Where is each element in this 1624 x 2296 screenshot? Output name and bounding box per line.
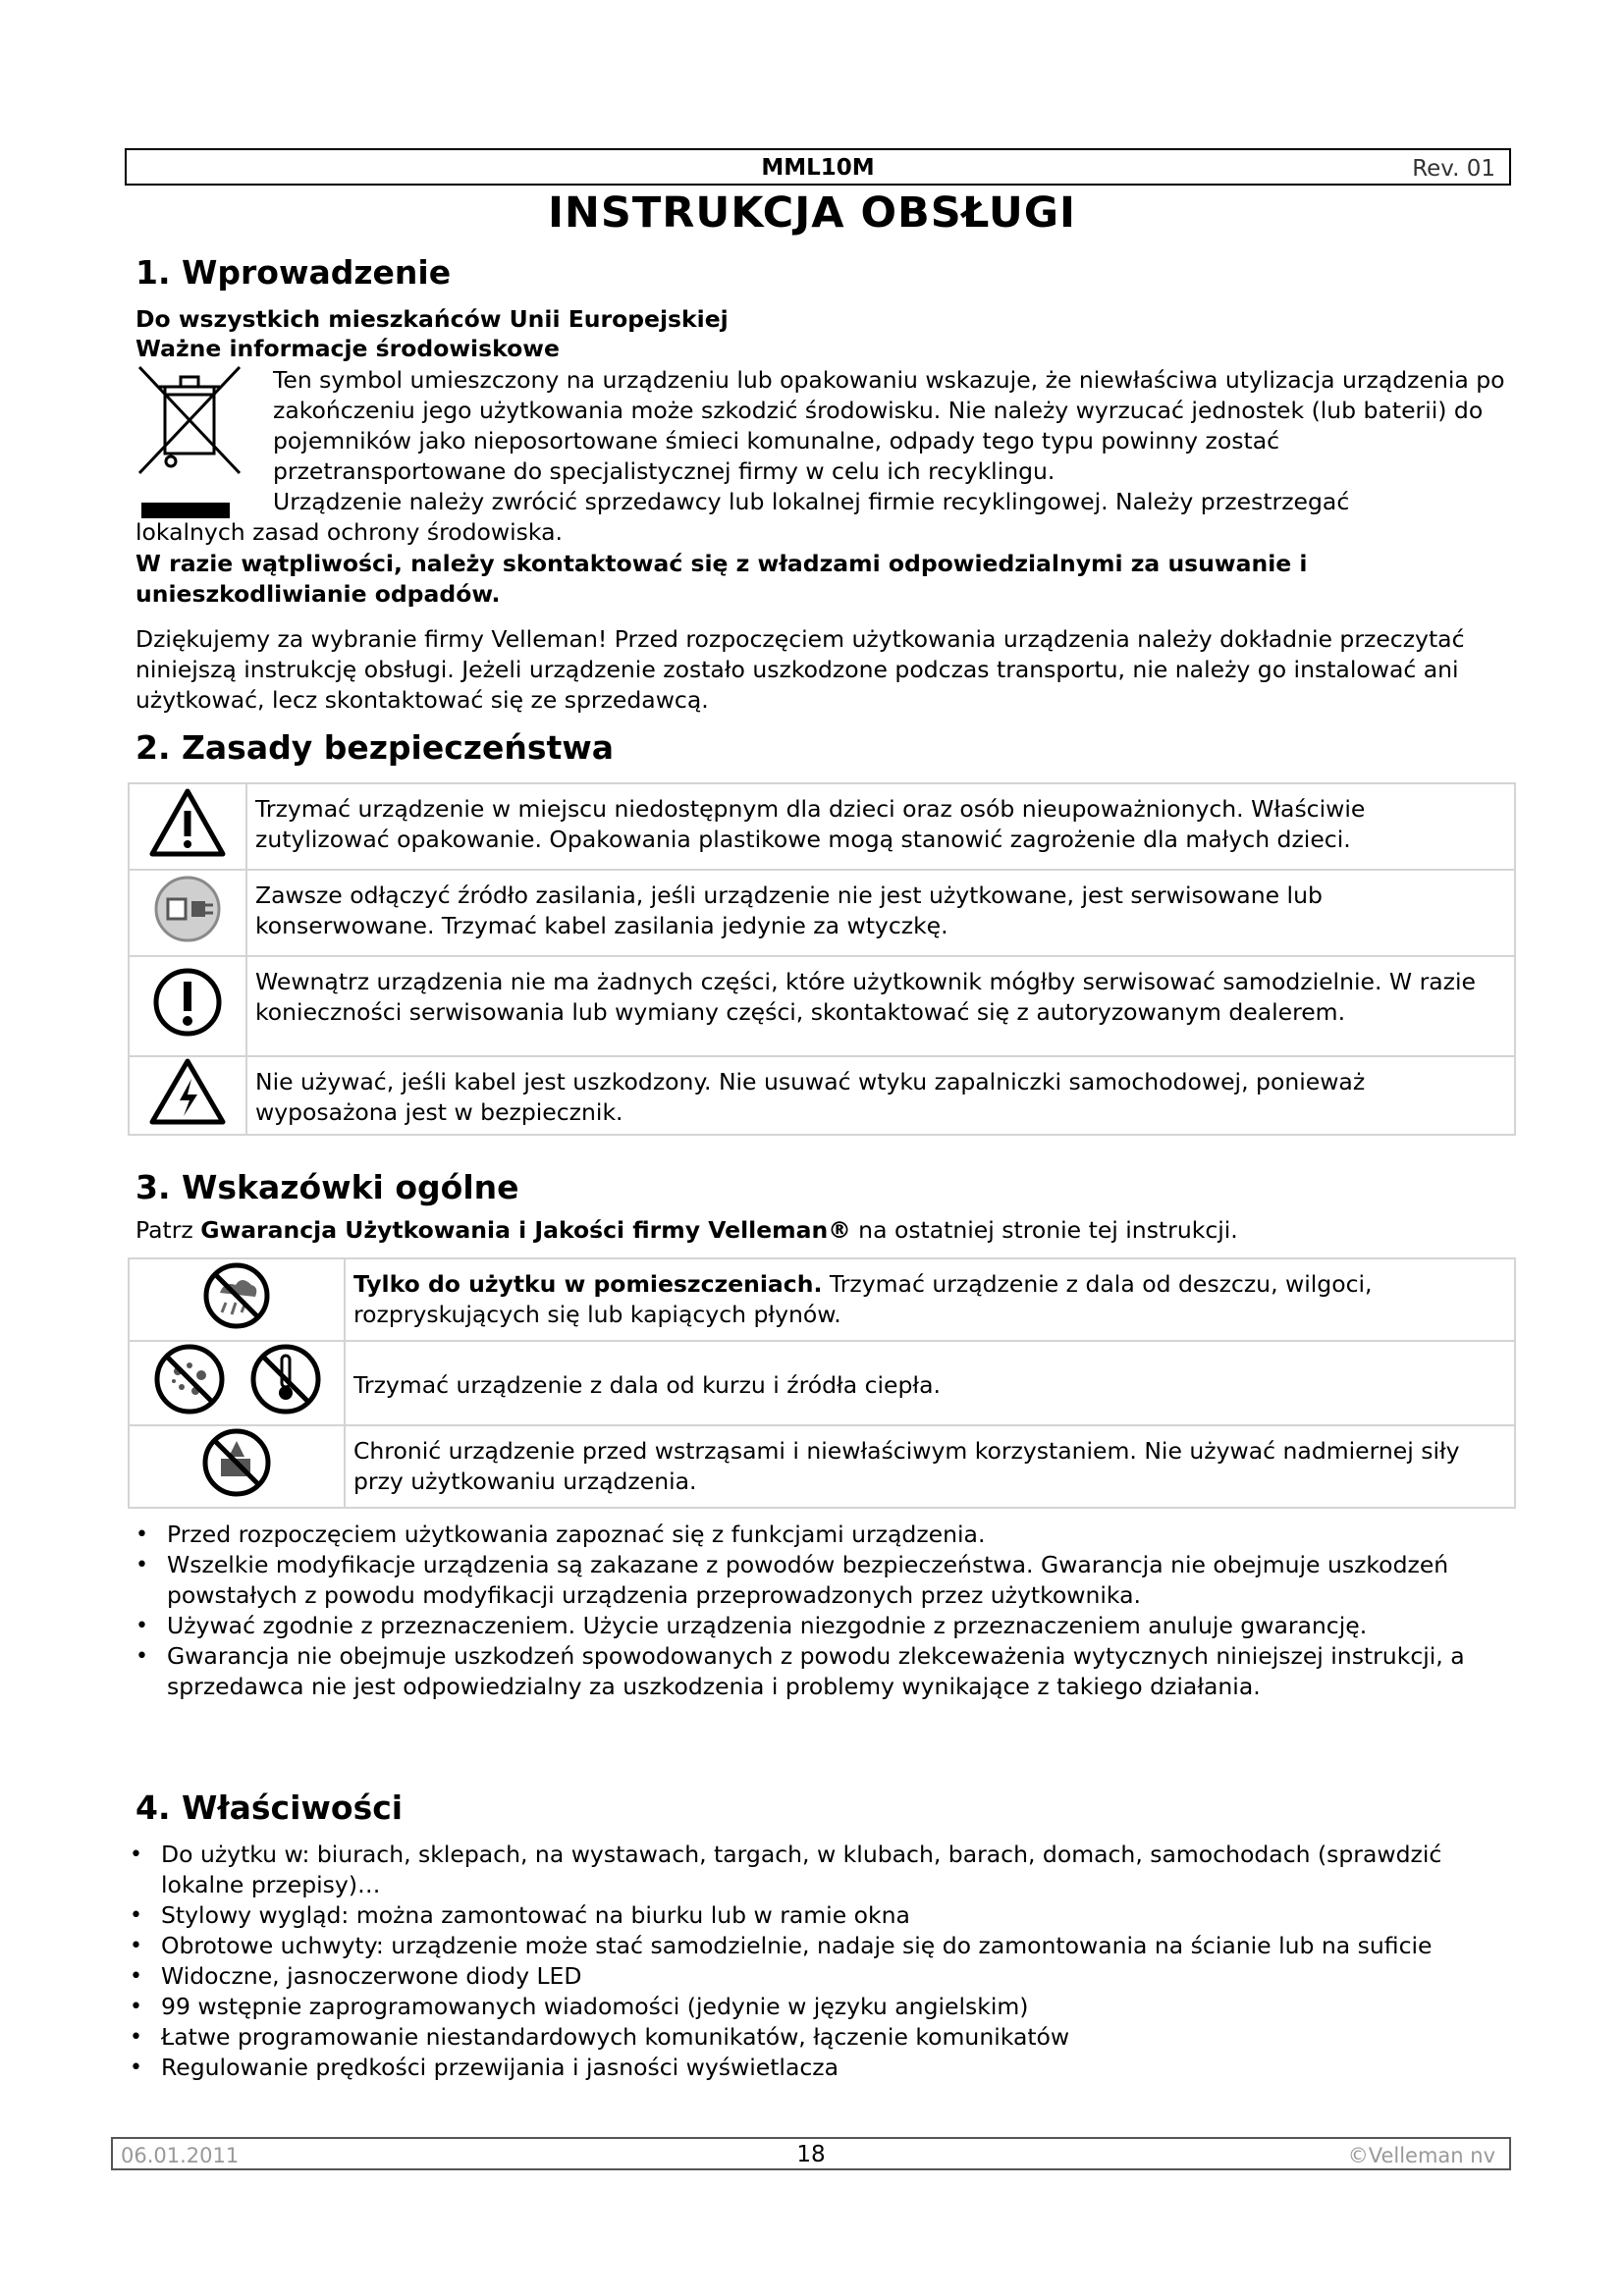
list-item: • Używać zgodnie z przeznaczeniem. Użycie urządzenia niezgodnie z przeznaczeniem anuluje gwarancję. (134, 1611, 1508, 1641)
list-item: • Wszelkie modyfikacje urządzenia są zakazane z powodów bezpieczeństwa. Gwarancja nie obejmuje uszkodzeń powstałych z powodu modyfikacji urządzenia przeprowadzonych przez użytkownika. (134, 1550, 1508, 1611)
list-item: • Łatwe programowanie niestandardowych komunikatów, łączenie komunikatów (128, 2022, 1512, 2053)
warranty-reference-c: na ostatniej stronie tej instrukcji. (850, 1216, 1238, 1244)
footer-date: 06.01.2011 (121, 2144, 240, 2167)
warning-triangle-icon (148, 787, 227, 858)
features-bullet-list (128, 1840, 1512, 2083)
list-item: • Gwarancja nie obejmuje uszkodzeń spowodowanych z powodu zlekceważenia wytycznych niniejszej instrukcji, a sprzedawca nie jest odpowiedzialny za uszkodzenia i problemy wynikające z takiego działania. (134, 1641, 1508, 1702)
general-row (129, 1425, 1515, 1508)
footer-box (111, 2137, 1511, 2170)
thanks-paragraph: Dziękujemy za wybranie firmy Velleman! Przed rozpoczęciem użytkowania urządzenia należy dokładnie przeczytać niniejszą instrukcję obsługi. Jeżeli urządzenie zostało uszkodzone podczas transportu, nie należy go instalować ani użytkować, lecz skontaktować się ze sprzedawcą. (135, 625, 1465, 714)
section-3-heading: 3. Wskazówki ogólne (135, 1168, 519, 1206)
no-shock-icon (201, 1427, 272, 1498)
model-name: MML10M (761, 155, 875, 181)
safety-icon-cell (129, 1056, 246, 1135)
list-item: • Stylowy wygląd: można zamontować na biurku lub w ramie okna (128, 1900, 1512, 1931)
general-text-rest: Trzymać urządzenie z dala od deszczu, wilgoci, rozpryskujących się lub kapiących płynów. (353, 1270, 1373, 1328)
safety-text: Trzymać urządzenie w miejscu niedostępnym dla dzieci oraz osób nieupoważnionych. Właściwie zutylizować opakowanie. Opakowania plastikowe mogą stanowić zagrożenie dla małych dzieci. (246, 783, 1515, 870)
doubt-paragraph: W razie wątpliwości, należy skontaktować się z władzami odpowiedzialnymi za usuwanie i unieszkodliwianie odpadów. (135, 550, 1308, 608)
list-item: • Regulowanie prędkości przewijania i jasności wyświetlacza (128, 2053, 1512, 2083)
general-row (129, 1258, 1515, 1341)
general-row (129, 1341, 1515, 1425)
return-paragraph-continued: lokalnych zasad ochrony środowiska. (135, 518, 563, 546)
eu-residents-line: Do wszystkich mieszkańców Unii Europejskiej (135, 305, 729, 333)
safety-row (129, 956, 1515, 1056)
list-item: • Widoczne, jasnoczerwone diody LED (128, 1961, 1512, 1992)
weee-paragraph: Ten symbol umieszczony na urządzeniu lub opakowaniu wskazuje, że niewłaściwa utylizacja urządzenia po zakończeniu jego użytkowania może szkodzić środowisku. Nie należy wyrzucać jednostek (lub baterii) do pojemników jako nieposortowane śmieci komunalne, odpady tego typu powinny zostać przetransportowane do specjalistycznej firmy w celu ich recyklingu. (273, 366, 1505, 485)
general-icon-cell (129, 1425, 345, 1508)
safety-text: Nie używać, jeśli kabel jest uszkodzony. Nie usuwać wtyku zapalniczki samochodowej, ponieważ wyposażona jest w bezpiecznik. (246, 1056, 1515, 1135)
page-title: INSTRUKCJA OBSŁUGI (547, 188, 1077, 238)
safety-row (129, 870, 1515, 956)
list-item: • Przed rozpoczęciem użytkowania zapoznać się z funkcjami urządzenia. (134, 1520, 1508, 1550)
safety-text: Zawsze odłączyć źródło zasilania, jeśli urządzenie nie jest użytkowane, jest serwisowane lub konserwowane. Trzymać kabel zasilania jedynie za wtyczkę. (246, 870, 1515, 956)
section-1-heading: 1. Wprowadzenie (135, 253, 452, 292)
high-voltage-icon (148, 1057, 227, 1126)
warranty-reference (135, 1215, 1510, 1246)
list-item: • Do użytku w: biurach, sklepach, na wystawach, targach, w klubach, barach, domach, samochodach (sprawdzić lokalne przepisy)… (128, 1840, 1512, 1900)
general-text-bold: Tylko do użytku w pomieszczeniach. (353, 1270, 823, 1298)
section-4-heading: 4. Właściwości (135, 1789, 404, 1827)
page-number: 18 (796, 2142, 826, 2167)
general-icon-cell (129, 1258, 345, 1341)
general-text: Trzymać urządzenie z dala od kurzu i źródła ciepła. (345, 1341, 1515, 1425)
list-item: • Obrotowe uchwyty: urządzenie może stać samodzielnie, nadaje się do zamontowania na ścianie lub na suficie (128, 1931, 1512, 1961)
header-box (125, 148, 1511, 186)
revision: Rev. 01 (1412, 156, 1495, 182)
safety-text: Wewnątrz urządzenia nie ma żadnych części, które użytkownik mógłby serwisować samodzielnie. W razie konieczności serwisowania lub wymiany części, skontaktować się z autoryzowanym dealerem. (246, 956, 1515, 1056)
safety-row (129, 1056, 1515, 1135)
general-text: Chronić urządzenie przed wstrząsami i niewłaściwym korzystaniem. Nie używać nadmiernej siły przy użytkowaniu urządzenia. (345, 1425, 1515, 1508)
exclamation-circle-icon (151, 966, 224, 1039)
warranty-reference-bold: Gwarancja Użytkowania i Jakości firmy Velleman® (200, 1216, 851, 1244)
safety-row (129, 783, 1515, 870)
safety-icon-cell (129, 783, 246, 870)
return-paragraph: Urządzenie należy zwrócić sprzedawcy lub lokalnej firmie recyklingowej. Należy przestrzegać (273, 488, 1350, 515)
general-table (128, 1257, 1516, 1509)
unplug-icon (152, 874, 223, 944)
warranty-reference-a: Patrz (135, 1216, 201, 1244)
list-item: • 99 wstępnie zaprogramowanych wiadomości (jedynie w języku angielskim) (128, 1992, 1512, 2022)
general-bullet-list (134, 1520, 1508, 1702)
section-2-heading: 2. Zasady bezpieczeństwa (135, 728, 615, 767)
weee-bin-icon (137, 365, 242, 522)
no-dust-no-heat-icon (150, 1342, 323, 1416)
general-icon-cell (129, 1341, 345, 1425)
safety-table (128, 782, 1516, 1136)
no-rain-icon (202, 1261, 271, 1330)
safety-icon-cell (129, 870, 246, 956)
safety-icon-cell (129, 956, 246, 1056)
general-text (345, 1258, 1515, 1341)
env-info-line: Ważne informacje środowiskowe (135, 335, 560, 362)
footer-copyright: ©Velleman nv (1347, 2144, 1495, 2167)
